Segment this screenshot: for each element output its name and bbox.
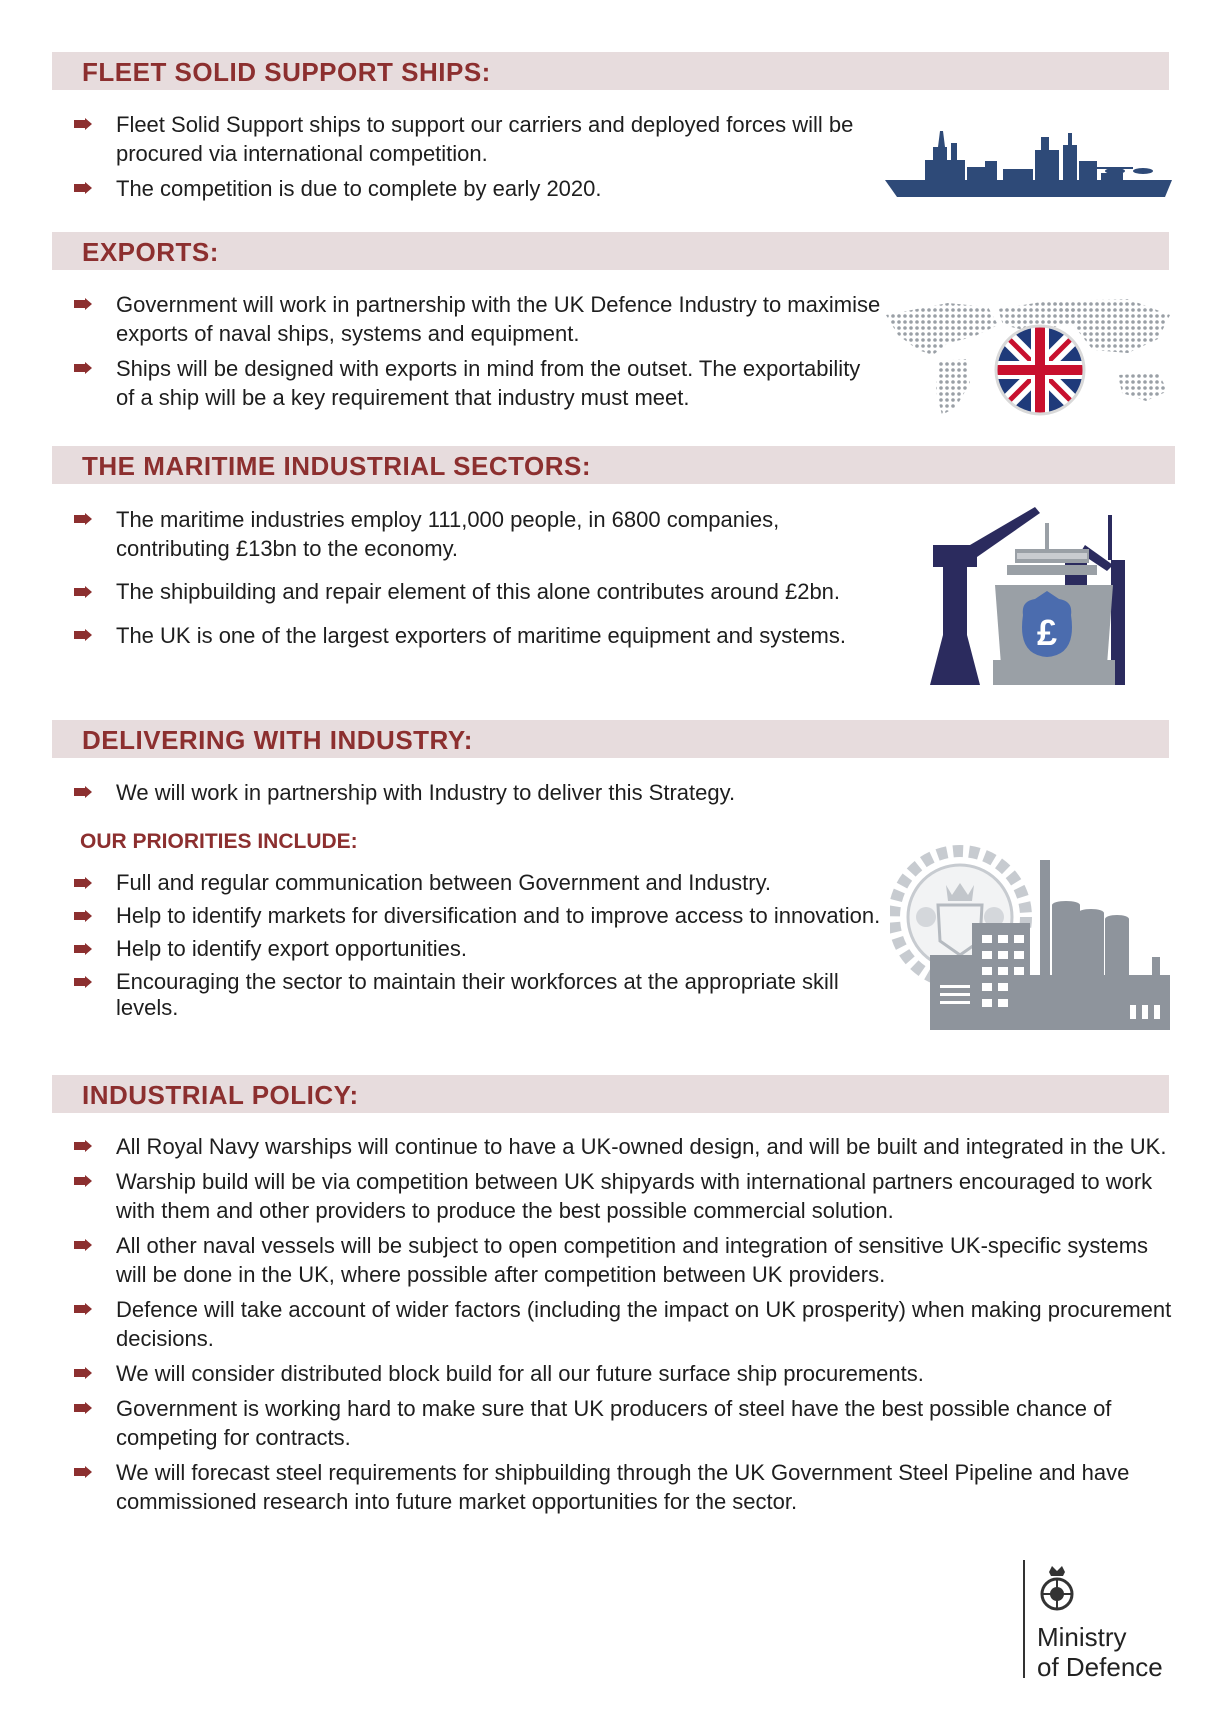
- list-item: All other naval vessels will be subject to open competition and integration of sensitive UK-specific systems will be done in the UK, where possible after competition between UK providers.: [52, 1231, 1177, 1289]
- mod-crest-icon: [1035, 1564, 1079, 1614]
- bullet-arrow-icon: [74, 976, 92, 988]
- bullet-arrow-icon: [74, 1303, 92, 1315]
- bullet-arrow-icon: [74, 877, 92, 889]
- bullet-arrow-icon: [74, 1466, 92, 1478]
- world-map-union-flag-icon: [878, 295, 1174, 420]
- bullet-arrow-icon: [74, 910, 92, 922]
- bullet-arrow-icon: [74, 182, 92, 194]
- bullet-arrow-icon: [74, 513, 92, 525]
- section-header-exports: [52, 232, 1169, 270]
- list-item: We will consider distributed block build for all our future surface ship procurements.: [52, 1359, 1177, 1388]
- list-item: Ships will be designed with exports in mind from the outset. The exportability of a ship will be a key requirement that industry must meet.: [52, 354, 882, 412]
- bullet-list-fleet: [52, 110, 882, 203]
- list-item: Warship build will be via competition between UK shipyards with international partners encouraged to work with them and other providers to produce the best possible commercial solution.: [52, 1167, 1177, 1225]
- list-item: Fleet Solid Support ships to support our carriers and deployed forces will be procured via international competition.: [52, 110, 882, 168]
- list-item: Government is working hard to make sure that UK producers of steel have the best possible chance of competing for contracts.: [52, 1394, 1177, 1452]
- section-title-exports: EXPORTS:: [82, 237, 219, 267]
- list-item: We will forecast steel requirements for shipbuilding through the UK Government Steel Pipeline and have commissioned research into future market opportunities for the sector.: [52, 1458, 1177, 1516]
- section-header-policy: [52, 1075, 1169, 1113]
- list-item: Government will work in partnership with the UK Defence Industry to maximise exports of naval ships, systems and equipment.: [52, 290, 882, 348]
- section-header-maritime: [52, 446, 1175, 484]
- list-item: The shipbuilding and repair element of this alone contributes around £2bn.: [52, 573, 886, 611]
- bullet-list-exports: [52, 290, 882, 412]
- bullet-arrow-icon: [74, 118, 92, 130]
- shipyard-money-bag-icon: [925, 505, 1155, 690]
- bullet-arrow-icon: [74, 1140, 92, 1152]
- bullet-list-delivering: [52, 778, 892, 807]
- section-title-policy: INDUSTRIAL POLICY:: [82, 1080, 359, 1110]
- list-item: The competition is due to complete by early 2020.: [52, 174, 882, 203]
- ship-icon: [885, 125, 1172, 200]
- priorities-list: [52, 870, 892, 1021]
- list-item: Help to identify markets for diversification and to improve access to innovation.: [52, 903, 886, 929]
- bullet-arrow-icon: [74, 298, 92, 310]
- list-item: We will work in partnership with Industry to deliver this Strategy.: [52, 778, 892, 807]
- section-header-fleet: [52, 52, 1169, 90]
- bullet-arrow-icon: [74, 943, 92, 955]
- priorities-subheading: OUR PRIORITIES INCLUDE:: [80, 830, 358, 853]
- list-item: Encouraging the sector to maintain their workforces at the appropriate skill levels.: [52, 969, 892, 1021]
- list-item: The maritime industries employ 111,000 people, in 6800 companies, contributing £13bn to the economy.: [52, 505, 892, 563]
- bullet-arrow-icon: [74, 1239, 92, 1251]
- section-header-delivering: [52, 720, 1169, 758]
- bullet-arrow-icon: [74, 1175, 92, 1187]
- list-item: Full and regular communication between Government and Industry.: [52, 870, 892, 896]
- list-item: The UK is one of the largest exporters of maritime equipment and systems.: [52, 621, 892, 650]
- section-title-fleet: FLEET SOLID SUPPORT SHIPS:: [82, 57, 491, 87]
- money-bag-symbol: £: [1036, 612, 1058, 653]
- bullet-arrow-icon: [74, 1402, 92, 1414]
- list-item: All Royal Navy warships will continue to have a UK-owned design, and will be built and integrated in the UK.: [52, 1132, 1177, 1161]
- list-item: Defence will take account of wider factors (including the impact on UK prosperity) when making procurement decisions.: [52, 1295, 1177, 1353]
- logo-divider: [1023, 1560, 1025, 1678]
- mod-logo: [1023, 1560, 1173, 1680]
- mod-logo-text: Ministry of Defence: [1037, 1622, 1163, 1682]
- bullet-arrow-icon: [74, 786, 92, 798]
- section-title-delivering: DELIVERING WITH INDUSTRY:: [82, 725, 473, 755]
- bullet-arrow-icon: [74, 586, 92, 598]
- industry-royal-crest-icon: [890, 845, 1172, 1030]
- section-title-maritime: THE MARITIME INDUSTRIAL SECTORS:: [82, 451, 592, 481]
- bullet-arrow-icon: [74, 629, 92, 641]
- bullet-arrow-icon: [74, 1367, 92, 1379]
- list-item: Help to identify export opportunities.: [52, 936, 892, 962]
- bullet-arrow-icon: [74, 362, 92, 374]
- bullet-list-maritime: [52, 505, 892, 650]
- bullet-list-policy: [52, 1132, 1177, 1516]
